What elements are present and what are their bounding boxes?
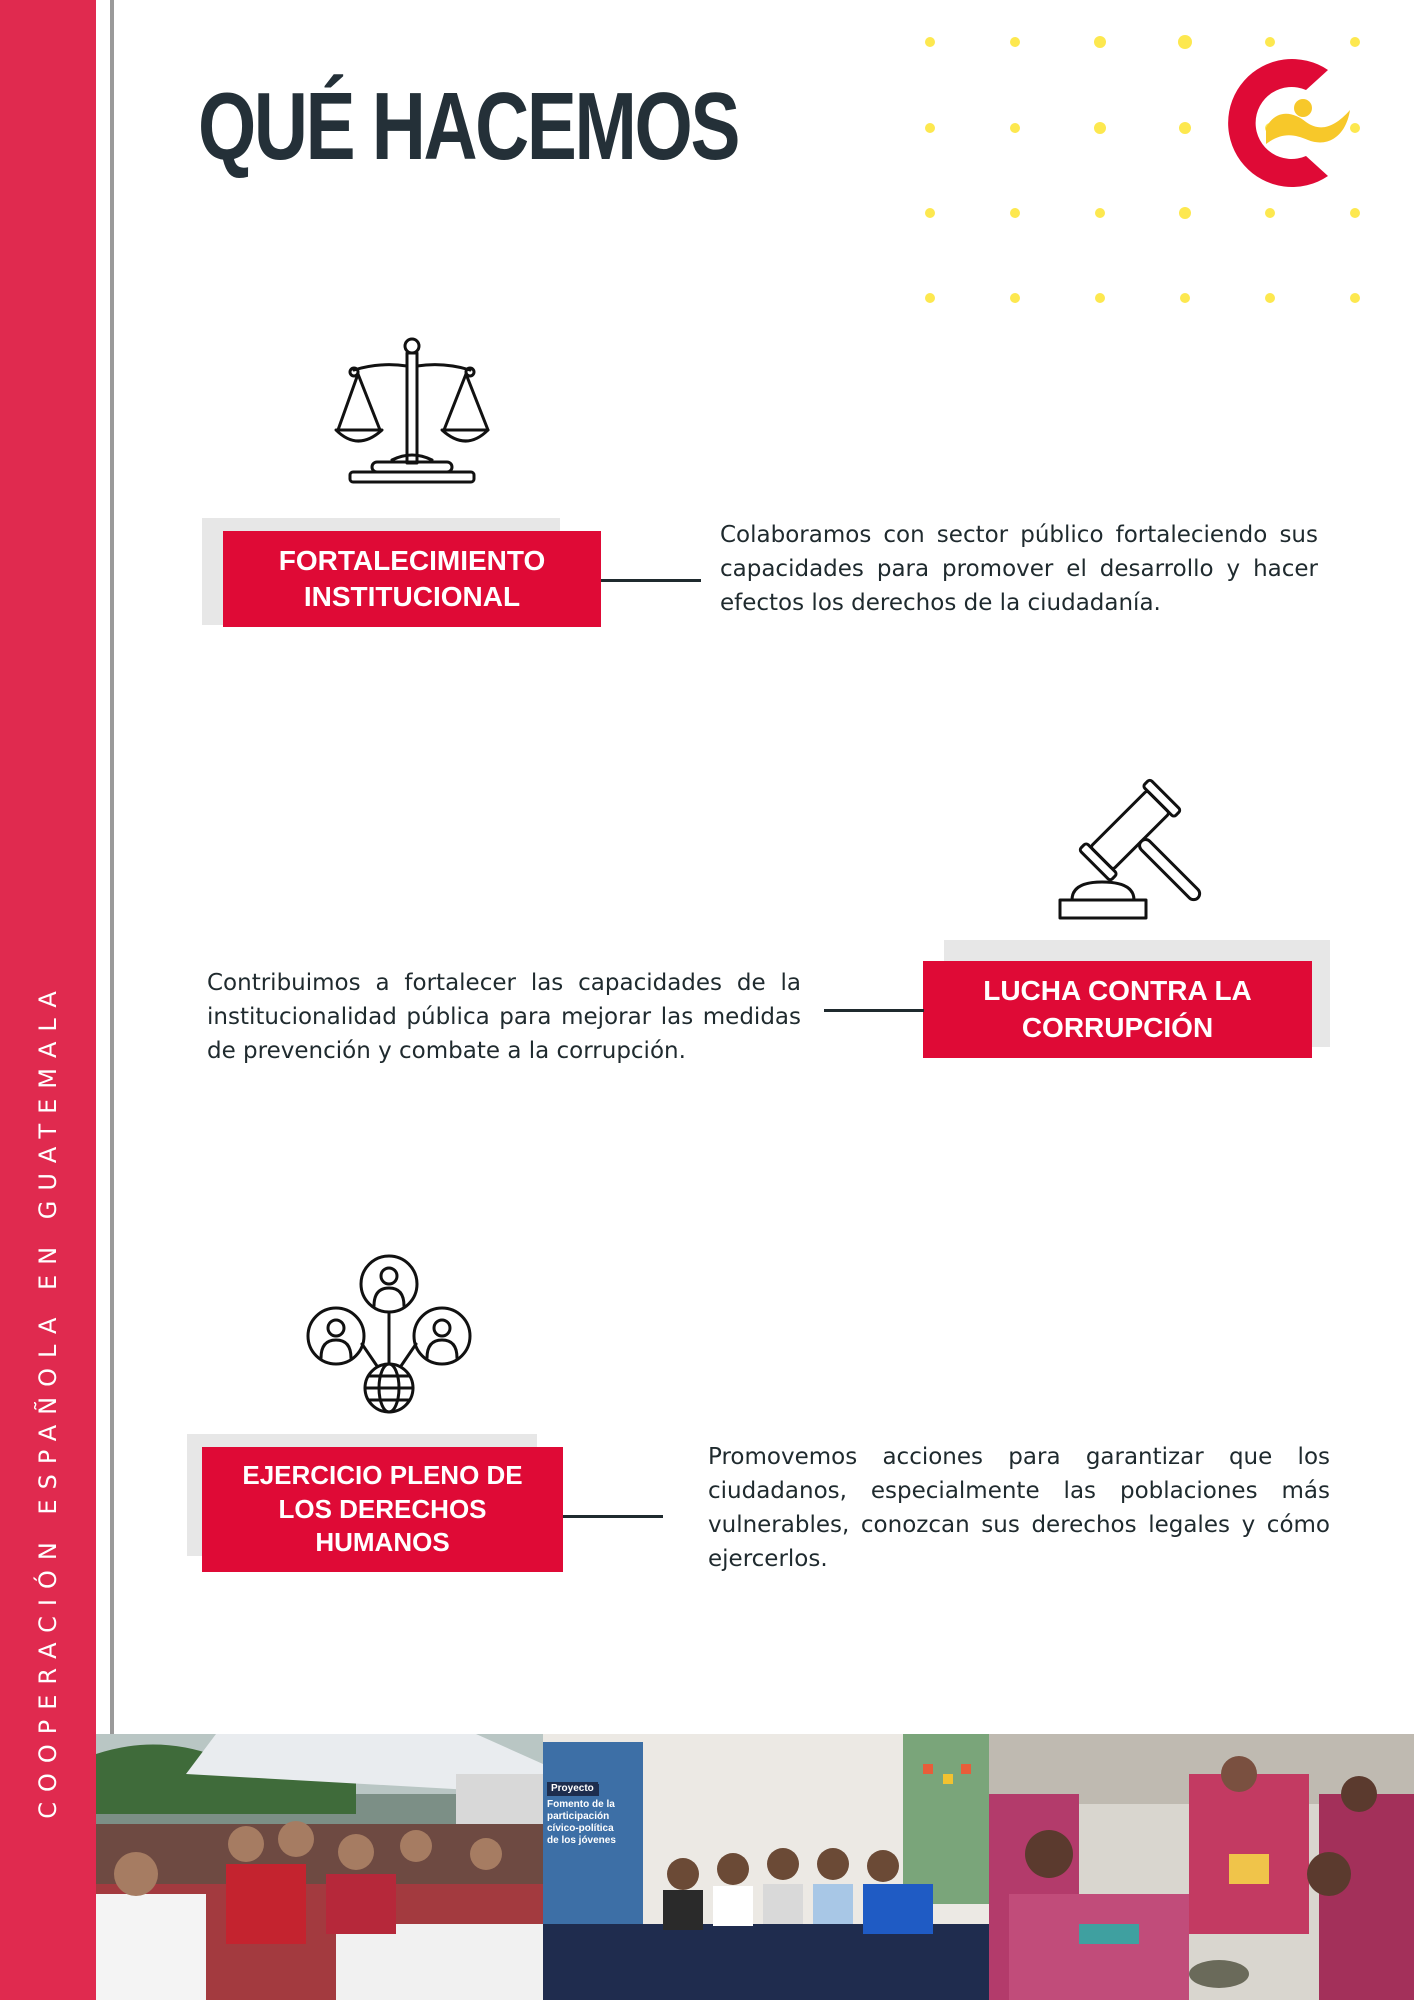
- cooperacion-logo-icon: [1210, 48, 1360, 198]
- label-ejercicio-pleno-derechos-humanos: EJERCICIO PLENO DE LOS DERECHOS HUMANOS: [202, 1447, 563, 1572]
- photo-community-meeting: [96, 1734, 543, 2000]
- vertical-rule: [110, 0, 114, 1735]
- connector-line: [563, 1515, 663, 1518]
- scales-of-justice-icon: [330, 330, 490, 490]
- sidebar-label: COOPERACIÓN ESPAÑOLA EN GUATEMALA: [34, 981, 62, 1819]
- section-1-description: Colaboramos con sector público fortaleciendo sus capacidades para promover el desarrollo y hacer efectos los derechos de la ciudadanía.: [720, 522, 1318, 616]
- banner-text: Proyecto Fomento de la participación cívico-política de los jóvenes: [547, 1783, 616, 1846]
- photo-youth-panel: [543, 1734, 989, 2000]
- photo-strip: [96, 1734, 1414, 2000]
- connector-line: [824, 1009, 924, 1012]
- connector-line: [601, 579, 701, 582]
- sidebar: [0, 0, 96, 2000]
- label-fortalecimiento-institucional: FORTALECIMIENTO INSTITUCIONAL: [223, 531, 601, 627]
- label-lucha-contra-la-corrupcion: LUCHA CONTRA LA CORRUPCIÓN: [923, 961, 1312, 1058]
- people-network-globe-icon: [302, 1254, 472, 1416]
- gavel-icon: [1050, 770, 1220, 925]
- photo-ceremony: [989, 1734, 1414, 2000]
- section-2-description: Contribuimos a fortalecer las capacidades de la institucionalidad pública para mejorar las medidas de prevención y combate a la corrupción.: [207, 970, 801, 1064]
- page-title: QUÉ HACEMOS: [198, 73, 739, 180]
- section-3-description: Promovemos acciones para garantizar que los ciudadanos, especialmente las poblaciones más vulnerables, conozcan sus derechos legales y cómo ejercerlos.: [708, 1444, 1330, 1572]
